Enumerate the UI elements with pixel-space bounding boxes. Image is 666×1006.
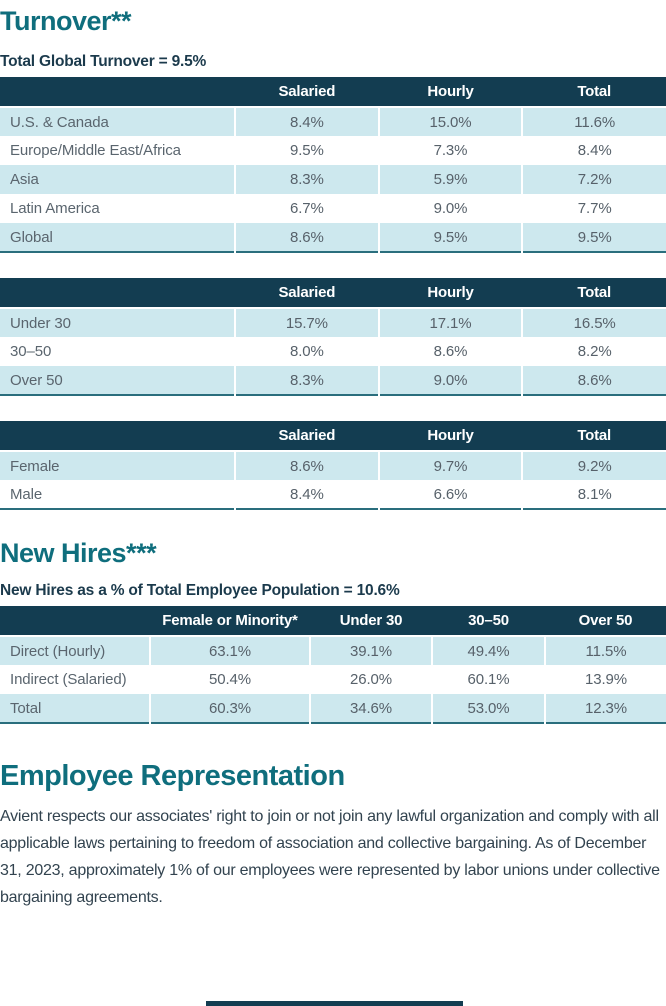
column-header: Under 30 [310,606,432,636]
table-row [0,694,666,723]
column-header: Salaried [235,278,379,308]
value-cell: 8.3% [235,165,379,194]
value-cell: 17.1% [379,308,523,337]
value-cell: 60.1% [432,665,545,694]
value-cell: 8.4% [235,480,379,509]
value-cell: 15.7% [235,308,379,337]
row-label: Europe/Middle East/Africa [10,142,181,159]
value-cell: 9.5% [522,223,666,252]
row-label: Total [10,699,42,717]
value-cell: 6.7% [235,194,379,223]
value-cell: 60.3% [150,694,310,723]
row-label: Direct (Hourly) [10,642,106,660]
table-row [0,337,666,366]
table-row [0,194,666,223]
turnover-heading: Turnover** [0,6,132,36]
new-hires-subtitle: New Hires as a % of Total Employee Population = 10.6% [0,582,400,599]
value-cell: 8.1% [522,480,666,509]
column-header: Salaried [235,77,379,107]
value-cell: 8.6% [235,223,379,252]
value-cell: 9.0% [379,194,523,223]
value-cell: 12.3% [545,694,666,723]
column-header: Hourly [379,421,523,451]
value-cell: 11.6% [522,107,666,136]
column-header: Hourly [379,77,523,107]
column-header: Salaried [235,421,379,451]
column-header: Total [522,278,666,308]
row-label: Global [10,228,53,246]
row-label: Under 30 [10,314,71,332]
value-cell: 8.4% [235,107,379,136]
table-row [0,136,666,165]
table-row [0,665,666,694]
column-header: 30–50 [432,606,545,636]
value-cell: 9.2% [522,451,666,480]
value-cell: 16.5% [522,308,666,337]
value-cell: 8.0% [235,337,379,366]
value-cell: 7.7% [522,194,666,223]
turnover-by-gender-table [0,421,666,510]
employee-representation-text: Avient respects our associates' right to join or not join any lawful organization and comply with all applicable laws pertaining to freedom of association and collective bargaining. As of December 31, 2023, approximately 1% of our employees were represented by labor unions under collective bargaining agreements. [0,808,660,906]
value-cell: 9.5% [379,223,523,252]
value-cell: 8.3% [235,366,379,395]
value-cell: 26.0% [310,665,432,694]
turnover-subtitle: Total Global Turnover = 9.5% [0,53,207,70]
table-row [0,308,666,337]
value-cell: 5.9% [379,165,523,194]
turnover-by-age-table [0,278,666,396]
header-row [0,421,666,451]
value-cell: 7.2% [522,165,666,194]
value-cell: 34.6% [310,694,432,723]
column-header: Total [522,421,666,451]
column-header: Hourly [379,278,523,308]
column-header: Female or Minority* [150,606,310,636]
column-header: Over 50 [545,606,666,636]
row-label: Indirect (Salaried) [10,671,127,688]
table-row [0,165,666,194]
value-cell: 13.9% [545,665,666,694]
column-header: Total [522,77,666,107]
value-cell: 8.2% [522,337,666,366]
corner-cell [0,278,235,308]
row-label: Male [10,485,43,503]
new-hires-heading: New Hires*** [0,538,157,568]
header-row [0,278,666,308]
row-label: 30–50 [10,343,52,360]
table-row [0,107,666,136]
value-cell: 11.5% [545,636,666,665]
value-cell: 49.4% [432,636,545,665]
table-row [0,366,666,395]
table-row [0,636,666,665]
table-row [0,223,666,252]
corner-cell [0,77,235,107]
row-label: Over 50 [10,371,63,389]
header-row [0,77,666,107]
value-cell: 8.6% [522,366,666,395]
value-cell: 53.0% [432,694,545,723]
corner-cell [0,606,150,636]
page-footer-bar [206,1001,463,1006]
value-cell: 63.1% [150,636,310,665]
row-label: Female [10,457,60,475]
value-cell: 9.5% [235,136,379,165]
value-cell: 50.4% [150,665,310,694]
value-cell: 8.6% [379,337,523,366]
table-row [0,451,666,480]
value-cell: 15.0% [379,107,523,136]
value-cell: 8.4% [522,136,666,165]
value-cell: 9.0% [379,366,523,395]
row-label: Latin America [10,200,100,217]
new-hires-table [0,606,666,724]
row-label: Asia [10,171,39,188]
row-label: U.S. & Canada [10,113,109,131]
table-row [0,480,666,509]
value-cell: 7.3% [379,136,523,165]
value-cell: 9.7% [379,451,523,480]
employee-representation-heading: Employee Representation [0,760,345,792]
corner-cell [0,421,235,451]
value-cell: 8.6% [235,451,379,480]
turnover-by-region-table [0,77,666,253]
value-cell: 39.1% [310,636,432,665]
header-row [0,606,666,636]
value-cell: 6.6% [379,480,523,509]
